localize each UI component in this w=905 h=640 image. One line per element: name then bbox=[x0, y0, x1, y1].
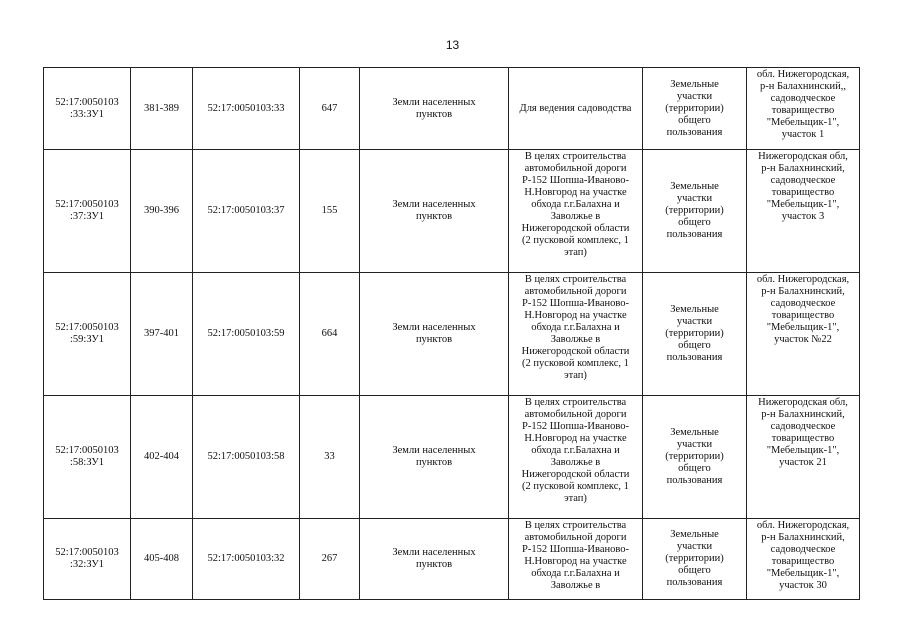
table-row bbox=[44, 68, 860, 150]
table-row bbox=[44, 150, 860, 273]
cell-land-type: Земельные участки (территории) общего пользования bbox=[643, 396, 747, 519]
cell-parent-cadastral-number: 52:17:0050103:32 bbox=[193, 519, 300, 600]
cell-boundary-points: 390-396 bbox=[131, 150, 193, 273]
cell-boundary-points: 405-408 bbox=[131, 519, 193, 600]
cell-new-cadastral-number: 52:17:0050103 :32:ЗУ1 bbox=[44, 519, 131, 600]
cell-permitted-use: В целях строительства автомобильной дороги Р-152 Шопша-Иваново- Н.Новгород на участке обхода г.г.Балахна и Заволжье в Нижегородской области (2 пусковой комплекс, 1 этап) bbox=[509, 273, 643, 396]
cell-land-category: Земли населенных пунктов bbox=[360, 150, 509, 273]
cell-area: 155 bbox=[300, 150, 360, 273]
table-row bbox=[44, 519, 860, 600]
table-row bbox=[44, 396, 860, 519]
cell-area: 267 bbox=[300, 519, 360, 600]
cell-new-cadastral-number: 52:17:0050103 :33:ЗУ1 bbox=[44, 68, 131, 150]
cell-permitted-use: В целях строительства автомобильной дороги Р-152 Шопша-Иваново- Н.Новгород на участке обхода г.г.Балахна и Заволжье в Нижегородской области (2 пусковой комплекс, 1 этап) bbox=[509, 396, 643, 519]
cell-land-type: Земельные участки (территории) общего пользования bbox=[643, 273, 747, 396]
cell-location: обл. Нижегородская, р-н Балахнинский, садоводческое товарищество "Мебельщик-1", участок №22 bbox=[747, 273, 860, 396]
cell-land-type: Земельные участки (территории) общего пользования bbox=[643, 150, 747, 273]
cell-location: Нижегородская обл, р-н Балахнинский, садоводческое товарищество "Мебельщик-1", участок 21 bbox=[747, 396, 860, 519]
page-number: 13 bbox=[445, 38, 460, 52]
cell-location: обл. Нижегородская, р-н Балахнинский,, садоводческое товарищество "Мебельщик-1", участок 1 bbox=[747, 68, 860, 150]
cell-boundary-points: 402-404 bbox=[131, 396, 193, 519]
cell-land-category: Земли населенных пунктов bbox=[360, 396, 509, 519]
cell-new-cadastral-number: 52:17:0050103 :37:ЗУ1 bbox=[44, 150, 131, 273]
cell-area: 33 bbox=[300, 396, 360, 519]
cell-land-category: Земли населенных пунктов bbox=[360, 68, 509, 150]
cell-parent-cadastral-number: 52:17:0050103:59 bbox=[193, 273, 300, 396]
cell-land-type: Земельные участки (территории) общего пользования bbox=[643, 68, 747, 150]
land-plot-table bbox=[43, 67, 860, 600]
cell-area: 664 bbox=[300, 273, 360, 396]
cell-location: обл. Нижегородская, р-н Балахнинский, садоводческое товарищество "Мебельщик-1", участок 30 bbox=[747, 519, 860, 600]
cell-land-type: Земельные участки (территории) общего пользования bbox=[643, 519, 747, 600]
cell-permitted-use: В целях строительства автомобильной дороги Р-152 Шопша-Иваново- Н.Новгород на участке обхода г.г.Балахна и Заволжье в Нижегородской области (2 пусковой комплекс, 1 этап) bbox=[509, 150, 643, 273]
cell-parent-cadastral-number: 52:17:0050103:37 bbox=[193, 150, 300, 273]
cell-location: Нижегородская обл, р-н Балахнинский, садоводческое товарищество "Мебельщик-1", участок 3 bbox=[747, 150, 860, 273]
cell-area: 647 bbox=[300, 68, 360, 150]
table-row bbox=[44, 273, 860, 396]
cell-new-cadastral-number: 52:17:0050103 :58:ЗУ1 bbox=[44, 396, 131, 519]
table-body bbox=[44, 68, 860, 600]
cell-new-cadastral-number: 52:17:0050103 :59:ЗУ1 bbox=[44, 273, 131, 396]
cell-parent-cadastral-number: 52:17:0050103:58 bbox=[193, 396, 300, 519]
cell-land-category: Земли населенных пунктов bbox=[360, 273, 509, 396]
cell-permitted-use: Для ведения садоводства bbox=[509, 68, 643, 150]
cell-boundary-points: 381-389 bbox=[131, 68, 193, 150]
cell-land-category: Земли населенных пунктов bbox=[360, 519, 509, 600]
cell-parent-cadastral-number: 52:17:0050103:33 bbox=[193, 68, 300, 150]
cell-permitted-use: В целях строительства автомобильной дороги Р-152 Шопша-Иваново- Н.Новгород на участке обхода г.г.Балахна и Заволжье в bbox=[509, 519, 643, 600]
cell-boundary-points: 397-401 bbox=[131, 273, 193, 396]
